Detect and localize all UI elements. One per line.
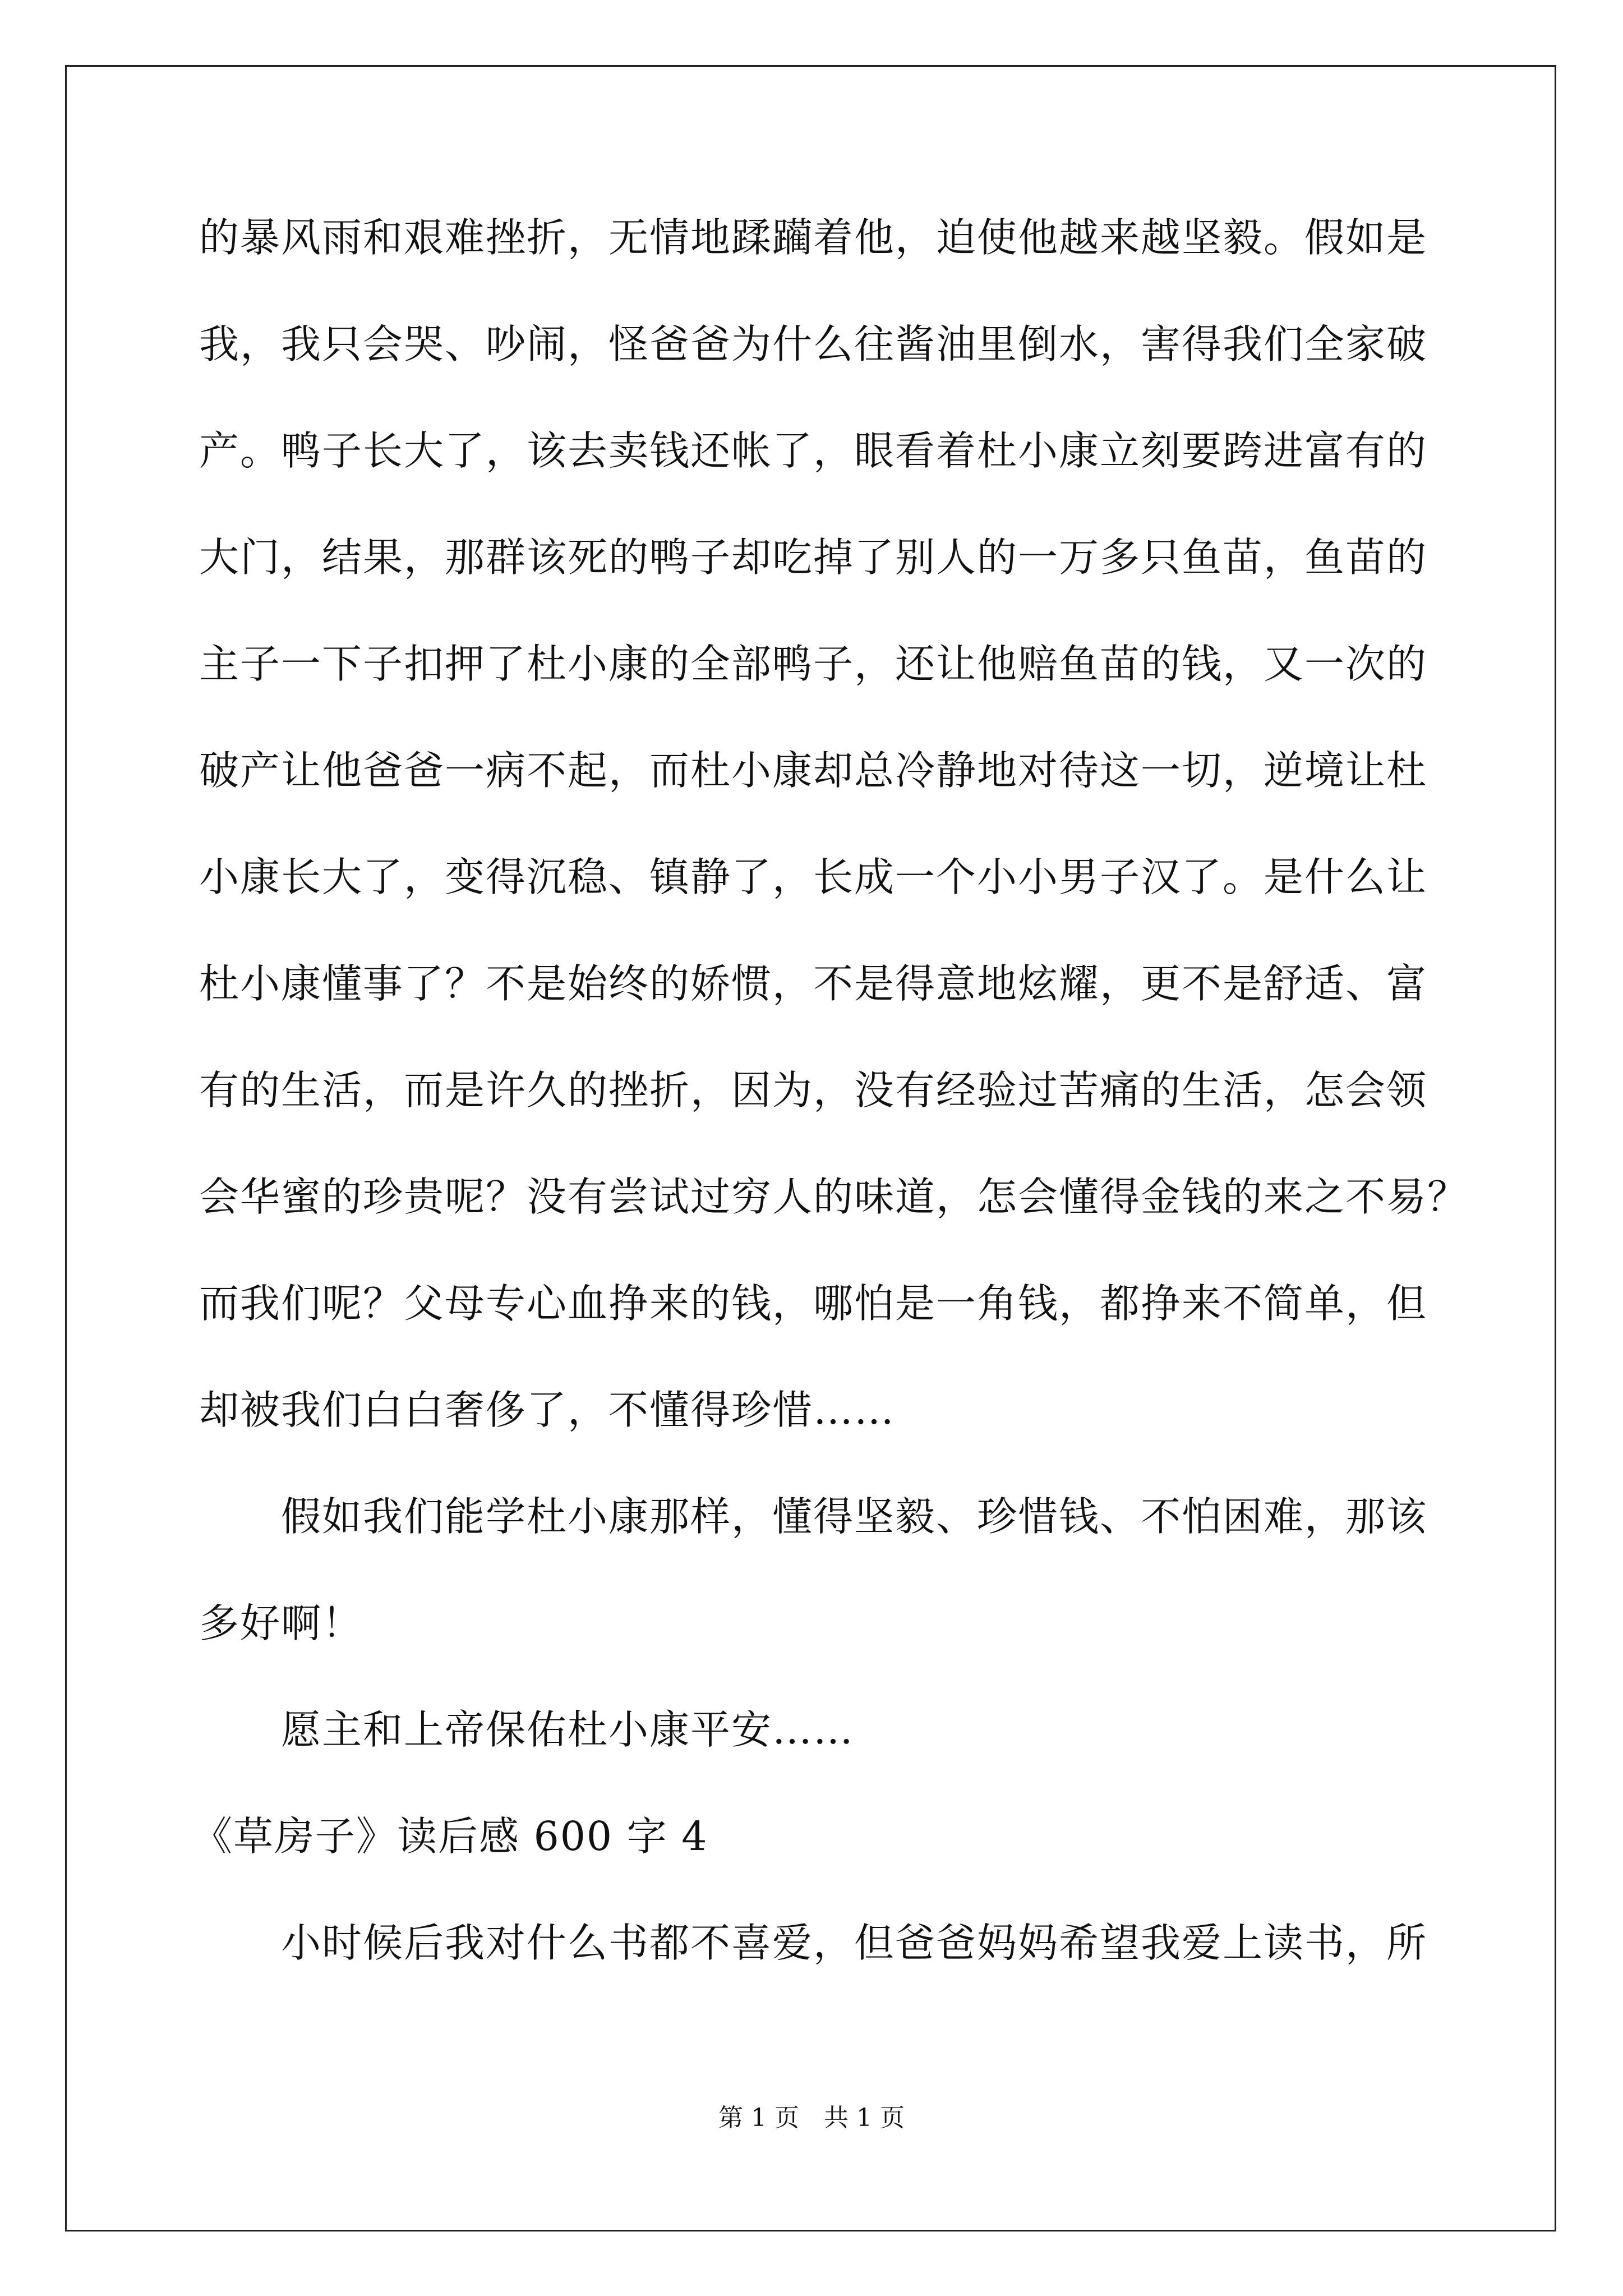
paragraph-line: 有的生活，而是许久的挫折，因为，没有经验过苦痛的生活，怎会领	[199, 1067, 1428, 1114]
paragraph-line: 小康长大了，变得沉稳、镇静了，长成一个小小男子汉了。是什么让	[199, 854, 1428, 900]
paragraph-line: 愿主和上帝保佑杜小康平安……	[281, 1706, 855, 1753]
page-border	[65, 65, 1556, 2231]
paragraph-line: 会华蜜的珍贵呢？没有尝试过穷人的味道，怎会懂得金钱的来之不易？	[199, 1174, 1469, 1220]
page-footer: 第 1 页 共 1 页	[718, 2104, 905, 2132]
paragraph-line: 主子一下子扣押了杜小康的全部鸭子，还让他赔鱼苗的钱，又一次的	[199, 641, 1428, 687]
paragraph-line: 的暴风雨和艰难挫折，无情地蹂躏着他，迫使他越来越坚毅。假如是	[199, 214, 1428, 261]
paragraph-line: 多好啊！	[199, 1600, 363, 1646]
paragraph-line: 产。鸭子长大了，该去卖钱还帐了，眼看着杜小康立刻要跨进富有的	[199, 427, 1428, 474]
paragraph-line: 大门，结果，那群该死的鸭子却吃掉了别人的一万多只鱼苗，鱼苗的	[199, 534, 1428, 581]
paragraph-line: 假如我们能学杜小康那样，懂得坚毅、珍惜钱、不怕困难，那该	[281, 1493, 1428, 1540]
section-heading: 《草房子》读后感 600 字 4	[192, 1813, 708, 1860]
paragraph-line: 小时候后我对什么书都不喜爱，但爸爸妈妈希望我爱上读书，所	[281, 1920, 1428, 1966]
paragraph-line: 破产让他爸爸一病不起，而杜小康却总冷静地对待这一切，逆境让杜	[199, 747, 1428, 794]
paragraph-line: 杜小康懂事了？不是始终的娇惯，不是得意地炫耀，更不是舒适、富	[199, 960, 1428, 1007]
paragraph-line: 我，我只会哭、吵闹，怪爸爸为什么往酱油里倒水，害得我们全家破	[199, 321, 1428, 367]
paragraph-line: 却被我们白白奢侈了，不懂得珍惜……	[199, 1387, 896, 1433]
paragraph-line: 而我们呢？父母专心血挣来的钱，哪怕是一角钱，都挣来不简单，但	[199, 1280, 1428, 1327]
